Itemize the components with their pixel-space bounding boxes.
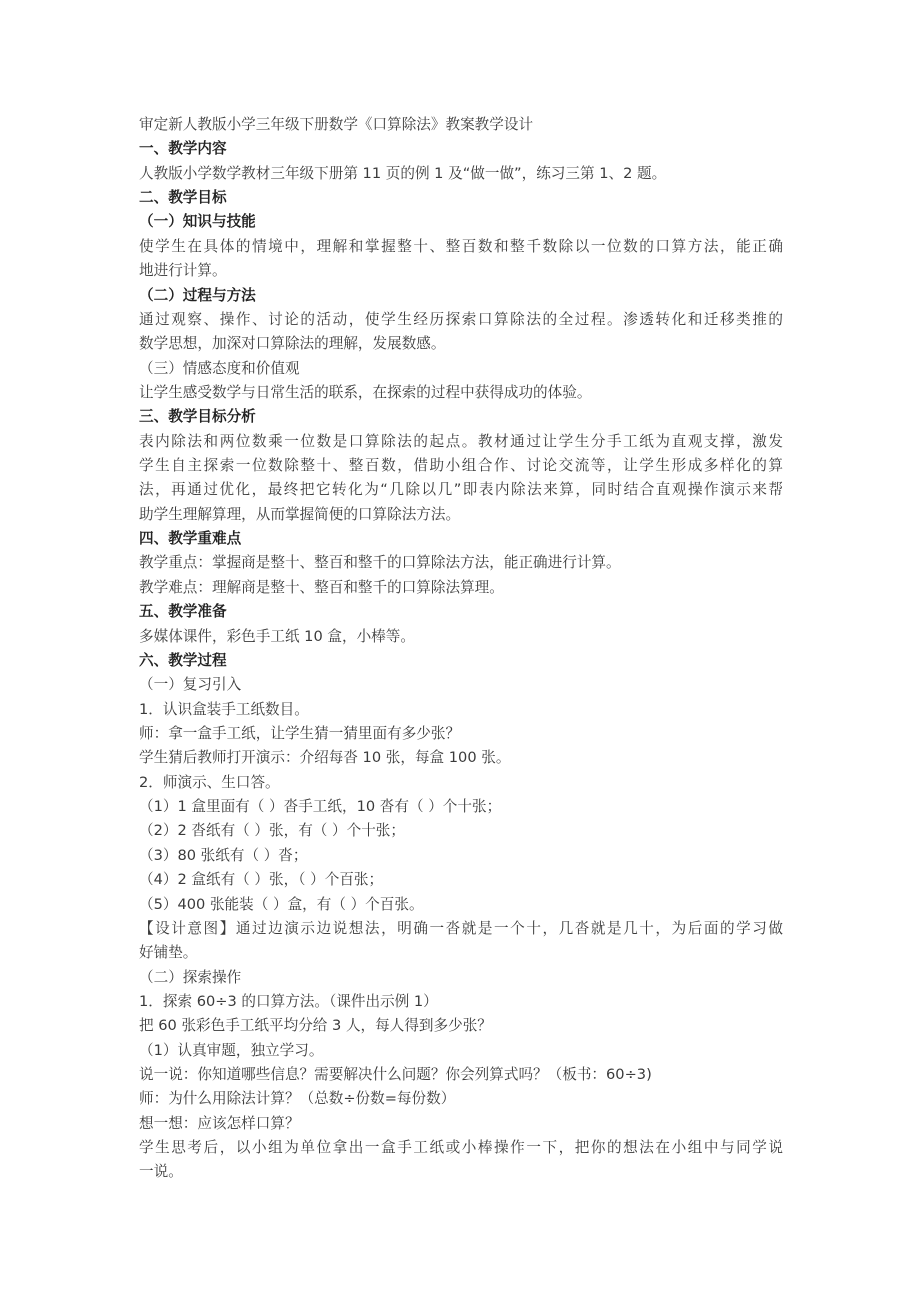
text-line: （1）1 盒里面有（ ）沓手工纸，10 沓有（ ）个十张；: [139, 798, 502, 816]
section-heading: 六、教学过程: [139, 651, 227, 669]
text-line: 助学生理解算理，从而掌握简便的口算除法方法。: [139, 505, 461, 523]
text-line: （1）认真审题，独立学习。: [139, 1041, 324, 1059]
text-line: 一说。: [139, 1163, 183, 1181]
text-line: 学生自主探索一位数除整十、整百数，借助小组合作、讨论交流等，让学生形成多样化的算: [139, 457, 783, 475]
text-line: （二）探索操作: [139, 968, 242, 986]
text-line: 法，再通过优化，最终把它转化为“几除以几”即表内除法来算，同时结合直观操作演示来帮: [139, 481, 783, 499]
text-line: （三）情感态度和价值观: [139, 359, 300, 377]
text-line: 表内除法和两位数乘一位数是口算除法的起点。教材通过让学生分手工纸为直观支撑，激发: [139, 432, 783, 450]
section-heading: （二）过程与方法: [139, 286, 256, 304]
text-line: 把 60 张彩色手工纸平均分给 3 人，每人得到多少张？: [139, 1017, 492, 1035]
text-line: 师：拿一盒手工纸，让学生猜一猜里面有多少张？: [139, 724, 461, 742]
text-line: 让学生感受数学与日常生活的联系，在探索的过程中获得成功的体验。: [139, 383, 592, 401]
text-line: 2．师演示、生口答。: [139, 773, 280, 791]
text-line: 数学思想，加深对口算除法的理解，发展数感。: [139, 335, 446, 353]
text-line: （3）80 张纸有（ ）沓；: [139, 846, 308, 864]
text-line: 【设计意图】通过边演示边说想法，明确一沓就是一个十，几沓就是几十，为后面的学习做: [139, 919, 783, 937]
section-heading: 三、教学目标分析: [139, 408, 256, 426]
section-heading: 五、教学准备: [139, 603, 227, 621]
document-title: 审定新人教版小学三年级下册数学《口算除法》教案教学设计: [139, 116, 534, 133]
text-line: 学生思考后，以小组为单位拿出一盒手工纸或小棒操作一下，把你的想法在小组中与同学说: [139, 1139, 783, 1157]
text-line: 说一说：你知道哪些信息？需要解决什么问题？你会列算式吗？（板书：60÷3): [139, 1066, 652, 1084]
text-line: 使学生在具体的情境中，理解和掌握整十、整百数和整千数除以一位数的口算方法，能正确: [139, 237, 783, 255]
text-line: 教学重点：掌握商是整十、整百和整千的口算除法方法，能正确进行计算。: [139, 554, 621, 572]
text-line: 1．认识盒装手工纸数目。: [139, 700, 309, 718]
text-line: 好铺垫。: [139, 944, 198, 962]
text-line: 师：为什么用除法计算？（总数÷份数=每份数）: [139, 1090, 456, 1108]
text-line: （4）2 盒纸有（ ）张，（ ）个百张；: [139, 871, 384, 889]
section-heading: 二、教学目标: [139, 189, 227, 207]
text-line: 多媒体课件，彩色手工纸 10 盒，小棒等。: [139, 627, 415, 645]
text-line: （一）复习引入: [139, 676, 242, 694]
section-heading: 四、教学重难点: [139, 530, 242, 548]
text-line: 想一想：应该怎样口算？: [139, 1114, 300, 1132]
text-line: （5）400 张能装（ ）盒，有（ ）个百张。: [139, 895, 424, 913]
text-line: 教学难点：理解商是整十、整百和整千的口算除法算理。: [139, 578, 504, 596]
text-line: 人教版小学数学教材三年级下册第 11 页的例 1 及“做一做”，练习三第 1、2 题。: [139, 164, 667, 182]
text-line: 学生猜后教师打开演示：介绍每沓 10 张，每盒 100 张。: [139, 749, 511, 767]
text-line: 地进行计算。: [139, 262, 227, 280]
text-line: 通过观察、操作、讨论的活动，使学生经历探索口算除法的全过程。渗透转化和迁移类推的: [139, 310, 783, 328]
text-line: 1．探索 60÷3 的口算方法。（课件出示例 1）: [139, 992, 438, 1010]
document-body: [139, 113, 783, 1185]
section-heading: （一）知识与技能: [139, 213, 256, 231]
text-line: （2）2 沓纸有（ ）张，有（ ）个十张；: [139, 822, 405, 840]
section-heading: 一、教学内容: [139, 140, 227, 158]
